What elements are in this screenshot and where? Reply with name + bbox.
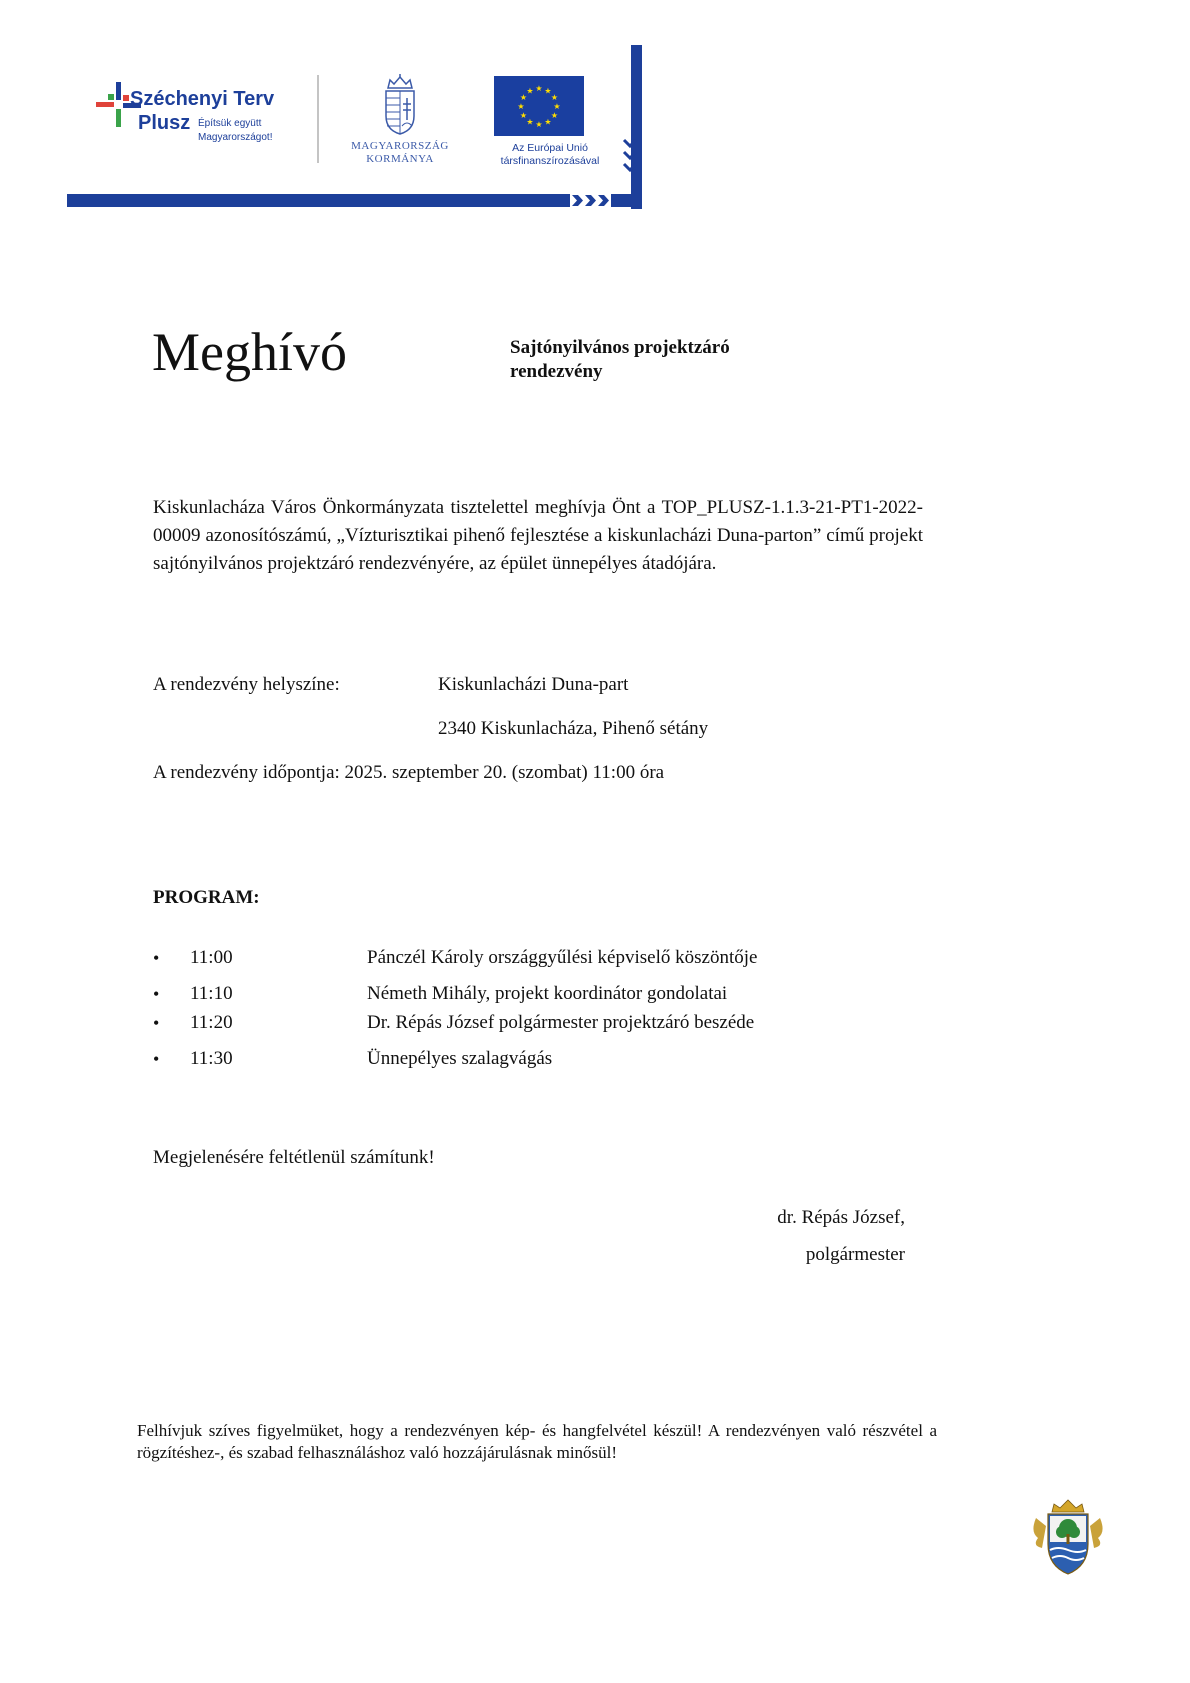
svg-text:★: ★ [517, 102, 525, 111]
program-desc: Ünnepélyes szalagvágás [367, 1048, 553, 1069]
eu-line1: Az Európai Unió [512, 142, 588, 154]
szechenyi-slogan-line2: Magyarországot! [198, 132, 273, 143]
venue-line2: 2340 Kiskunlacháza, Pihenő sétány [438, 718, 709, 739]
svg-text:★: ★ [535, 84, 543, 93]
page-subtitle [510, 336, 810, 384]
svg-text:★: ★ [550, 111, 559, 120]
government-line2: KORMÁNYA [366, 153, 434, 165]
subtitle-line2: rendezvény [510, 361, 603, 382]
szechenyi-title: Széchenyi Terv [130, 88, 275, 110]
signature-title: polgármester [805, 1244, 905, 1265]
program-desc: Németh Mihály, projekt koordinátor gondolatai [367, 983, 728, 1004]
program-time: 11:00 [190, 947, 233, 968]
program-heading: PROGRAM: [153, 887, 260, 908]
eu-line2: társfinanszírozásával [500, 155, 600, 167]
bullet-icon: • [153, 984, 160, 1004]
svg-text:★: ★ [519, 93, 528, 102]
program-time: 11:30 [190, 1048, 233, 1069]
bullet-icon: • [153, 1013, 160, 1033]
svg-text:★: ★ [519, 111, 528, 120]
recording-notice: Felhívjuk szíves figyelmüket, hogy a rendezvényen kép- és hangfelvétel készül! A rendezvényen való részvétel a rögzítéshez-, és szabad felhasználáshoz való hozzájárulásnak minősül! [137, 1421, 937, 1462]
svg-text:★: ★ [550, 93, 559, 102]
program-time: 11:10 [190, 983, 233, 1004]
eu-flag-icon [494, 76, 584, 136]
venue-label: A rendezvény helyszíne: [153, 674, 340, 695]
program-desc: Pánczél Károly országgyűlési képviselő köszöntője [367, 947, 758, 968]
town-coat-of-arms-icon [1030, 1498, 1106, 1578]
program-item [153, 1046, 953, 1072]
svg-text:★: ★ [544, 86, 552, 96]
signature-name: dr. Répás József, [777, 1207, 905, 1228]
venue-line1: Kiskunlacházi Duna-part [438, 674, 629, 695]
program-item [153, 945, 953, 971]
bullet-icon: • [153, 1049, 160, 1069]
svg-text:★: ★ [553, 102, 561, 111]
closing-text: Megjelenésére feltétlenül számítunk! [153, 1147, 435, 1168]
svg-text:★: ★ [544, 117, 552, 127]
szechenyi-slogan-line1: Építsük együtt [198, 118, 262, 129]
program-item [153, 1010, 953, 1036]
page-title: Meghívó [152, 322, 347, 382]
bullet-icon: • [153, 948, 160, 968]
date-line: A rendezvény időpontja: 2025. szeptember 20. (szombat) 11:00 óra [153, 762, 665, 783]
svg-text:★: ★ [535, 120, 543, 129]
program-time: 11:20 [190, 1012, 233, 1033]
svg-text:★: ★ [526, 117, 534, 127]
program-item [153, 981, 953, 1007]
szechenyi-plusz: Plusz [138, 112, 191, 134]
hungarian-coat-of-arms-icon [382, 74, 418, 136]
subtitle-line1: Sajtónyilvános projektzáró [510, 337, 730, 358]
government-line1: MAGYARORSZÁG [351, 140, 449, 152]
header-banner [0, 0, 1190, 220]
program-desc: Dr. Répás József polgármester projektzáró beszéde [367, 1012, 755, 1033]
intro-paragraph: Kiskunlacháza Város Önkormányzata tisztelettel meghívja Önt a TOP_PLUSZ-1.1.3-21-PT1-2022-00009 azonosítószámú, „Vízturisztikai pihenő fejlesztése a kiskunlacházi Duna-parton” című projekt sajtónyilvános projektzáró rendezvényére, az épület ünnepélyes átadójára. [153, 497, 923, 574]
svg-text:★: ★ [526, 86, 534, 96]
